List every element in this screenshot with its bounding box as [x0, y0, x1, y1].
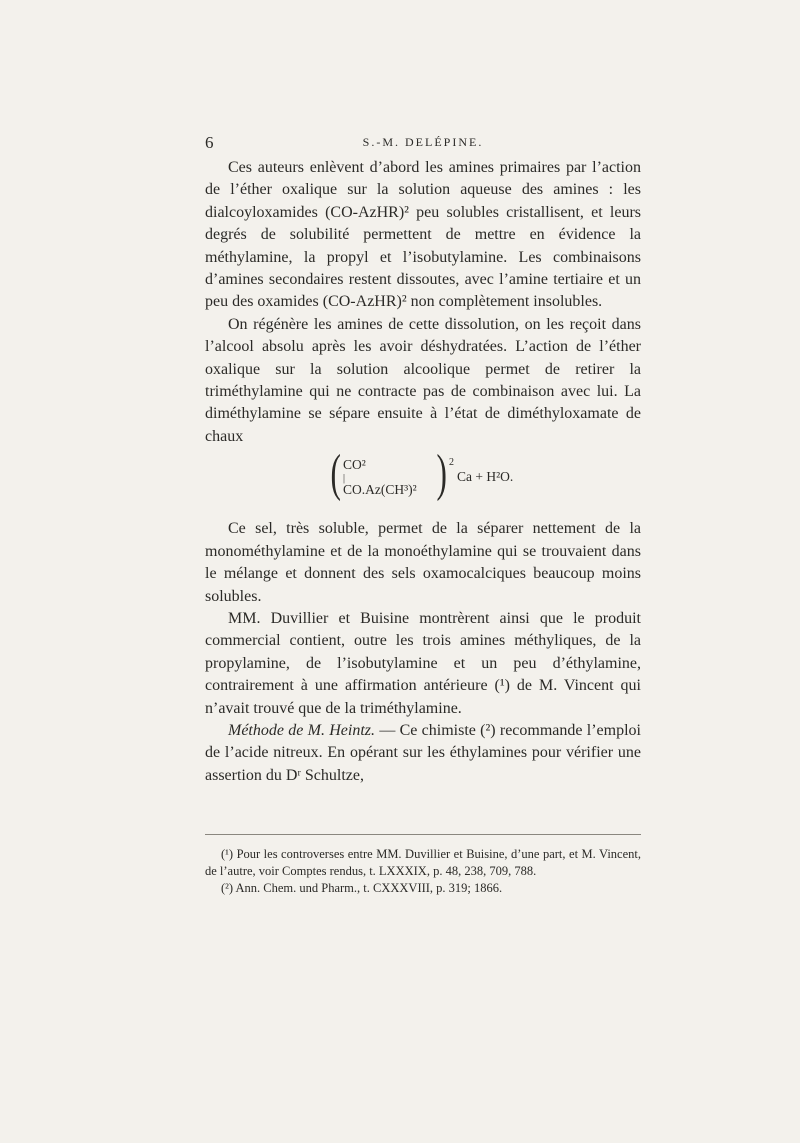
- method-heading: Méthode de M. Heintz.: [228, 721, 376, 739]
- paragraph: Ces auteurs enlèvent d’abord les amines primaires par l’action de l’éther oxalique sur la solution aqueuse des amines : les dialcoyloxamides (CO-AzHR)² peu solubles cristallisent, et leurs degrés de solubilité permettent de mettre en évidence la méthylamine, la propyl et l’isobutylamine. Les combinaisons d’amines secondaires restent dissoutes, avec l’amine tertiaire et un peu des oxamides (CO-AzHR)² non complètement insolubles.: [205, 159, 641, 311]
- paragraph: [205, 720, 641, 787]
- footnote-divider: [205, 834, 641, 835]
- formula-tail: Ca + H²O.: [457, 469, 514, 485]
- body-text: [205, 157, 641, 787]
- chemical-formula: [205, 445, 641, 514]
- formula-exponent: 2: [449, 457, 454, 469]
- footnote: (¹) Pour les controverses entre MM. Duvillier et Buisine, d’une part, et M. Vincent, de l’autre, voir Comptes rendus, t. LXXXIX, p. 48, 238, 709, 788.: [205, 847, 641, 878]
- running-head: S.-M. DELÉPINE.: [362, 135, 484, 149]
- right-parenthesis: ): [436, 445, 447, 503]
- formula-line: CO.Az(CH³)²: [343, 482, 417, 498]
- paragraph-text: — Ce chimiste (²) recommande l’emploi de l’acide nitreux. En opérant sur les éthylamines pour vérifier une assertion du Dʳ Schultze,: [205, 721, 641, 784]
- page-number: 6: [205, 133, 214, 152]
- formula-line: CO²: [343, 457, 366, 473]
- footnotes: [205, 846, 641, 897]
- formula-bond: |: [343, 473, 346, 485]
- paragraph: Ce sel, très soluble, permet de la séparer nettement de la monométhylamine et de la monoéthylamine qui se trouvaient dans le mélange et donnent des sels oxamocalciques beaucoup moins solubles.: [205, 520, 641, 605]
- paragraph: MM. Duvillier et Buisine montrèrent ainsi que le produit commercial contient, outre les trois amines méthyliques, de la propylamine, de l’isobutylamine et un peu d’éthylamine, contrairement à une affirmation antérieure (¹) de M. Vincent qui n’avait trouvé que de la triméthylamine.: [205, 609, 641, 717]
- page-header: [205, 133, 641, 153]
- left-parenthesis: (: [330, 445, 341, 503]
- paragraph: On régénère les amines de cette dissolution, on les reçoit dans l’alcool absolu après les avoir déshydratées. L’action de l’éther oxalique sur la solution alcoolique permet de retirer la triméthylamine qui ne contracte pas de combinaison avec lui. La diméthylamine se sépare ensuite à l’état de diméthyloxamate de chaux: [205, 315, 641, 445]
- footnote: (²) Ann. Chem. und Pharm., t. CXXXVIII, p. 319; 1866.: [221, 881, 503, 895]
